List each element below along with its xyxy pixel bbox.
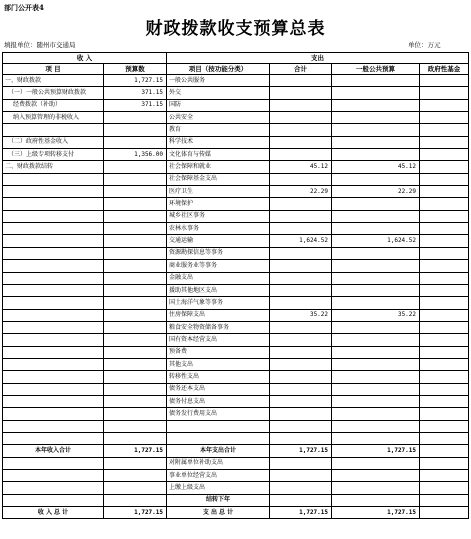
table-row [3, 420, 469, 432]
budget-header: 预算数 [104, 64, 167, 75]
income-amount-cell [104, 371, 167, 383]
income-amount-cell [104, 383, 167, 395]
gov-fund-amount-cell [420, 235, 469, 247]
total-amount-cell [270, 482, 332, 494]
expense-item-cell: 事业单位经营支出 [167, 470, 270, 482]
total-amount-cell [270, 321, 332, 333]
income-amount-cell [104, 321, 167, 333]
total-amount-cell [270, 223, 332, 235]
gov-fund-amount-cell [420, 408, 469, 420]
gov-fund-amount-cell [420, 210, 469, 222]
expense-item-cell: 外交 [167, 87, 270, 99]
total-amount-cell [270, 358, 332, 370]
income-amount-cell [104, 284, 167, 296]
expense-item-cell: 支 出 总 计 [167, 507, 270, 519]
general-header: 一般公共预算 [332, 64, 420, 75]
general-amount-cell [332, 470, 420, 482]
income-amount-cell [104, 470, 167, 482]
income-item-cell [3, 309, 104, 321]
income-amount-cell: 1,727.15 [104, 445, 167, 457]
exp-item-header: 项目（按功能分类） [167, 64, 270, 75]
income-item-cell [3, 235, 104, 247]
gov-fund-amount-cell [420, 507, 469, 519]
total-amount-cell [270, 247, 332, 259]
general-amount-cell [332, 136, 420, 148]
income-item-cell: 收 入 总 计 [3, 507, 104, 519]
table-row [3, 223, 469, 235]
income-item-cell: 一、财政拨款 [3, 75, 104, 87]
gov-fund-amount-cell [420, 136, 469, 148]
income-amount-cell [104, 161, 167, 173]
general-amount-cell [332, 247, 420, 259]
expense-item-cell: 国防 [167, 99, 270, 111]
expense-item-cell: 资源勘探信息等事务 [167, 247, 270, 259]
header-row-2 [3, 64, 469, 75]
expense-item-cell: 交通运输 [167, 235, 270, 247]
table-row [3, 173, 469, 185]
expense-header: 支出 [167, 53, 469, 64]
gov-fund-amount-cell [420, 173, 469, 185]
income-amount-cell [104, 112, 167, 124]
income-amount-cell [104, 186, 167, 198]
general-amount-cell: 22.29 [332, 186, 420, 198]
gov-fund-amount-cell [420, 186, 469, 198]
general-amount-cell [332, 210, 420, 222]
general-amount-cell [332, 124, 420, 136]
expense-item-cell: 金融支出 [167, 272, 270, 284]
expense-item-cell: 转移性支出 [167, 371, 270, 383]
table-row [3, 124, 469, 136]
table-row [3, 482, 469, 494]
gov-fund-amount-cell [420, 247, 469, 259]
gov-fund-amount-cell [420, 284, 469, 296]
income-item-cell [3, 383, 104, 395]
general-amount-cell [332, 260, 420, 272]
gov-fund-amount-cell [420, 457, 469, 469]
expense-item-cell: 医疗卫生 [167, 186, 270, 198]
income-item-cell [3, 334, 104, 346]
income-item-cell [3, 223, 104, 235]
income-amount-cell: 1,727.15 [104, 507, 167, 519]
gov-fund-amount-cell [420, 334, 469, 346]
income-amount-cell [104, 334, 167, 346]
gov-fund-amount-cell [420, 395, 469, 407]
table-row [3, 99, 469, 111]
general-amount-cell [332, 321, 420, 333]
general-amount-cell [332, 383, 420, 395]
general-amount-cell [332, 75, 420, 87]
gov-fund-amount-cell [420, 445, 469, 457]
table-row [3, 507, 469, 519]
income-amount-cell [104, 272, 167, 284]
total-amount-cell [270, 395, 332, 407]
income-amount-cell [104, 210, 167, 222]
expense-item-cell: 农林水事务 [167, 223, 270, 235]
table-row [3, 346, 469, 358]
income-item-cell: 本年收入合计 [3, 445, 104, 457]
expense-item-cell: 援助其他地区支出 [167, 284, 270, 296]
general-amount-cell [332, 358, 420, 370]
table-row [3, 75, 469, 87]
income-item-cell [3, 260, 104, 272]
income-amount-cell: 371.15 [104, 99, 167, 111]
income-amount-cell: 1,356.00 [104, 149, 167, 161]
gov-fund-amount-cell [420, 223, 469, 235]
table-row [3, 432, 469, 444]
general-amount-cell [332, 371, 420, 383]
income-item-cell [3, 284, 104, 296]
total-amount-cell: 1,727.15 [270, 445, 332, 457]
general-amount-cell [332, 395, 420, 407]
income-item-cell [3, 186, 104, 198]
income-amount-cell [104, 482, 167, 494]
gov-fund-amount-cell [420, 432, 469, 444]
expense-item-cell [167, 432, 270, 444]
general-amount-cell: 1,727.15 [332, 445, 420, 457]
general-amount-cell [332, 420, 420, 432]
income-item-cell [3, 494, 104, 506]
income-amount-cell [104, 408, 167, 420]
gov-fund-amount-cell [420, 99, 469, 111]
expense-item-cell: 债务还本支出 [167, 383, 270, 395]
income-item-cell: 经费拨款（补助） [3, 99, 104, 111]
general-amount-cell [332, 173, 420, 185]
income-amount-cell [104, 395, 167, 407]
table-row [3, 445, 469, 457]
income-amount-cell [104, 223, 167, 235]
income-item-cell [3, 470, 104, 482]
income-amount-cell [104, 173, 167, 185]
gov-fund-amount-cell [420, 309, 469, 321]
total-amount-cell [270, 408, 332, 420]
general-amount-cell [332, 198, 420, 210]
table-row [3, 321, 469, 333]
gov-fund-amount-cell [420, 112, 469, 124]
income-amount-cell: 1,727.15 [104, 75, 167, 87]
table-row [3, 284, 469, 296]
income-item-cell [3, 272, 104, 284]
total-amount-cell [270, 272, 332, 284]
expense-item-cell: 城乡社区事务 [167, 210, 270, 222]
income-item-cell [3, 346, 104, 358]
total-amount-cell [270, 334, 332, 346]
budget-table [2, 52, 469, 519]
expense-item-cell: 债务发行费用支出 [167, 408, 270, 420]
gov-fund-amount-cell [420, 297, 469, 309]
table-row [3, 247, 469, 259]
income-item-cell [3, 358, 104, 370]
total-amount-cell: 45.12 [270, 161, 332, 173]
table-row [3, 260, 469, 272]
gov-fund-amount-cell [420, 161, 469, 173]
expense-item-cell [167, 420, 270, 432]
total-amount-cell [270, 198, 332, 210]
gov-fund-amount-cell [420, 272, 469, 284]
income-item-cell: （三）上级专项转移支付 [3, 149, 104, 161]
total-amount-cell [270, 87, 332, 99]
general-amount-cell [332, 284, 420, 296]
table-row [3, 186, 469, 198]
general-amount-cell: 45.12 [332, 161, 420, 173]
gov-fund-amount-cell [420, 149, 469, 161]
general-amount-cell: 1,727.15 [332, 507, 420, 519]
general-amount-cell [332, 112, 420, 124]
income-item-cell: （二）政府性基金收入 [3, 136, 104, 148]
gov-fund-amount-cell [420, 124, 469, 136]
table-row [3, 297, 469, 309]
general-amount-cell: 1,624.52 [332, 235, 420, 247]
total-amount-cell: 22.29 [270, 186, 332, 198]
expense-item-cell: 国有资本经营支出 [167, 334, 270, 346]
gov-fund-amount-cell [420, 198, 469, 210]
expense-item-cell: 一般公共服务 [167, 75, 270, 87]
total-amount-cell [270, 494, 332, 506]
total-amount-cell [270, 470, 332, 482]
table-row [3, 198, 469, 210]
expense-item-cell: 上缴上级支出 [167, 482, 270, 494]
page-title: 财政拨款收支预算总表 [145, 19, 326, 39]
form-number: 部门公开表4 [4, 3, 44, 12]
income-item-cell [3, 297, 104, 309]
gov-fund-header: 政府性基金 [420, 64, 469, 75]
income-amount-cell [104, 346, 167, 358]
income-amount-cell [104, 235, 167, 247]
general-amount-cell [332, 346, 420, 358]
table-row [3, 210, 469, 222]
income-amount-cell [104, 358, 167, 370]
general-amount-cell [332, 99, 420, 111]
table-row [3, 383, 469, 395]
income-amount-cell [104, 124, 167, 136]
total-amount-cell [270, 149, 332, 161]
table-row [3, 470, 469, 482]
income-amount-cell: 371.15 [104, 87, 167, 99]
income-item-cell [3, 371, 104, 383]
income-item-cell [3, 457, 104, 469]
income-item-cell: 纳入预算管理的非税收入 [3, 112, 104, 124]
general-amount-cell [332, 457, 420, 469]
table-row [3, 87, 469, 99]
table-row [3, 161, 469, 173]
general-amount-cell [332, 297, 420, 309]
gov-fund-amount-cell [420, 321, 469, 333]
general-amount-cell [332, 149, 420, 161]
income-amount-cell [104, 297, 167, 309]
income-amount-cell [104, 136, 167, 148]
table-row [3, 358, 469, 370]
total-amount-cell [270, 432, 332, 444]
total-amount-cell: 1,624.52 [270, 235, 332, 247]
expense-item-cell: 科学技术 [167, 136, 270, 148]
general-amount-cell [332, 432, 420, 444]
table-row [3, 371, 469, 383]
income-header: 收 入 [3, 53, 167, 64]
income-item-cell [3, 420, 104, 432]
income-item-cell [3, 198, 104, 210]
gov-fund-amount-cell [420, 358, 469, 370]
expense-item-cell: 商业服务业等事务 [167, 260, 270, 272]
gov-fund-amount-cell [420, 420, 469, 432]
income-amount-cell [104, 494, 167, 506]
income-item-cell [3, 395, 104, 407]
total-amount-cell [270, 124, 332, 136]
total-amount-cell [270, 112, 332, 124]
general-amount-cell: 35.22 [332, 309, 420, 321]
table-row [3, 309, 469, 321]
gov-fund-amount-cell [420, 371, 469, 383]
expense-item-cell: 社会保障和就业 [167, 161, 270, 173]
total-amount-cell: 1,727.15 [270, 507, 332, 519]
total-amount-cell [270, 210, 332, 222]
expense-item-cell: 社会保障基金支出 [167, 173, 270, 185]
gov-fund-amount-cell [420, 87, 469, 99]
income-item-cell [3, 321, 104, 333]
total-amount-cell [270, 75, 332, 87]
income-item-cell [3, 432, 104, 444]
expense-item-cell: 公共安全 [167, 112, 270, 124]
expense-item-cell: 结转下年 [167, 494, 270, 506]
total-amount-cell [270, 420, 332, 432]
income-item-cell: 二、财政拨款结转 [3, 161, 104, 173]
income-amount-cell [104, 309, 167, 321]
total-amount-cell [270, 260, 332, 272]
income-item-cell [3, 408, 104, 420]
general-amount-cell [332, 223, 420, 235]
income-amount-cell [104, 457, 167, 469]
gov-fund-amount-cell [420, 482, 469, 494]
income-item-cell [3, 247, 104, 259]
expense-item-cell: 教育 [167, 124, 270, 136]
income-item-cell [3, 210, 104, 222]
general-amount-cell [332, 272, 420, 284]
table-row [3, 408, 469, 420]
total-amount-cell [270, 173, 332, 185]
income-amount-cell [104, 260, 167, 272]
table-row [3, 272, 469, 284]
general-amount-cell [332, 87, 420, 99]
total-amount-cell [270, 457, 332, 469]
income-amount-cell [104, 247, 167, 259]
total-amount-cell [270, 136, 332, 148]
general-amount-cell [332, 482, 420, 494]
income-amount-cell [104, 420, 167, 432]
header-row-1 [3, 53, 469, 64]
general-amount-cell [332, 408, 420, 420]
gov-fund-amount-cell [420, 75, 469, 87]
table-row [3, 235, 469, 247]
expense-item-cell: 对附属单位补助支出 [167, 457, 270, 469]
total-header: 合计 [270, 64, 332, 75]
item-header: 项 目 [3, 64, 104, 75]
general-amount-cell [332, 334, 420, 346]
income-item-cell [3, 124, 104, 136]
table-row [3, 494, 469, 506]
total-amount-cell [270, 383, 332, 395]
income-amount-cell [104, 198, 167, 210]
table-row [3, 457, 469, 469]
reporting-unit: 填报单位：随州市交通局 [4, 41, 76, 49]
table-row [3, 334, 469, 346]
total-amount-cell [270, 371, 332, 383]
table-row [3, 149, 469, 161]
income-amount-cell [104, 432, 167, 444]
expense-item-cell: 其他支出 [167, 358, 270, 370]
gov-fund-amount-cell [420, 260, 469, 272]
total-amount-cell [270, 284, 332, 296]
expense-item-cell: 住房保障支出 [167, 309, 270, 321]
currency-unit: 单位：万元 [408, 41, 441, 49]
income-item-cell [3, 173, 104, 185]
table-row [3, 395, 469, 407]
general-amount-cell [332, 494, 420, 506]
gov-fund-amount-cell [420, 494, 469, 506]
total-amount-cell [270, 297, 332, 309]
expense-item-cell: 粮食安全物资储备事务 [167, 321, 270, 333]
gov-fund-amount-cell [420, 383, 469, 395]
gov-fund-amount-cell [420, 346, 469, 358]
gov-fund-amount-cell [420, 470, 469, 482]
expense-item-cell: 预备费 [167, 346, 270, 358]
total-amount-cell [270, 346, 332, 358]
total-amount-cell: 35.22 [270, 309, 332, 321]
expense-item-cell: 本年支出合计 [167, 445, 270, 457]
income-item-cell: （一）一般公共预算财政拨款 [3, 87, 104, 99]
total-amount-cell [270, 99, 332, 111]
expense-item-cell: 环境保护 [167, 198, 270, 210]
table-row [3, 112, 469, 124]
expense-item-cell: 国土海洋气象等事务 [167, 297, 270, 309]
expense-item-cell: 文化体育与传媒 [167, 149, 270, 161]
income-item-cell [3, 482, 104, 494]
table-row [3, 136, 469, 148]
expense-item-cell: 债务付息支出 [167, 395, 270, 407]
